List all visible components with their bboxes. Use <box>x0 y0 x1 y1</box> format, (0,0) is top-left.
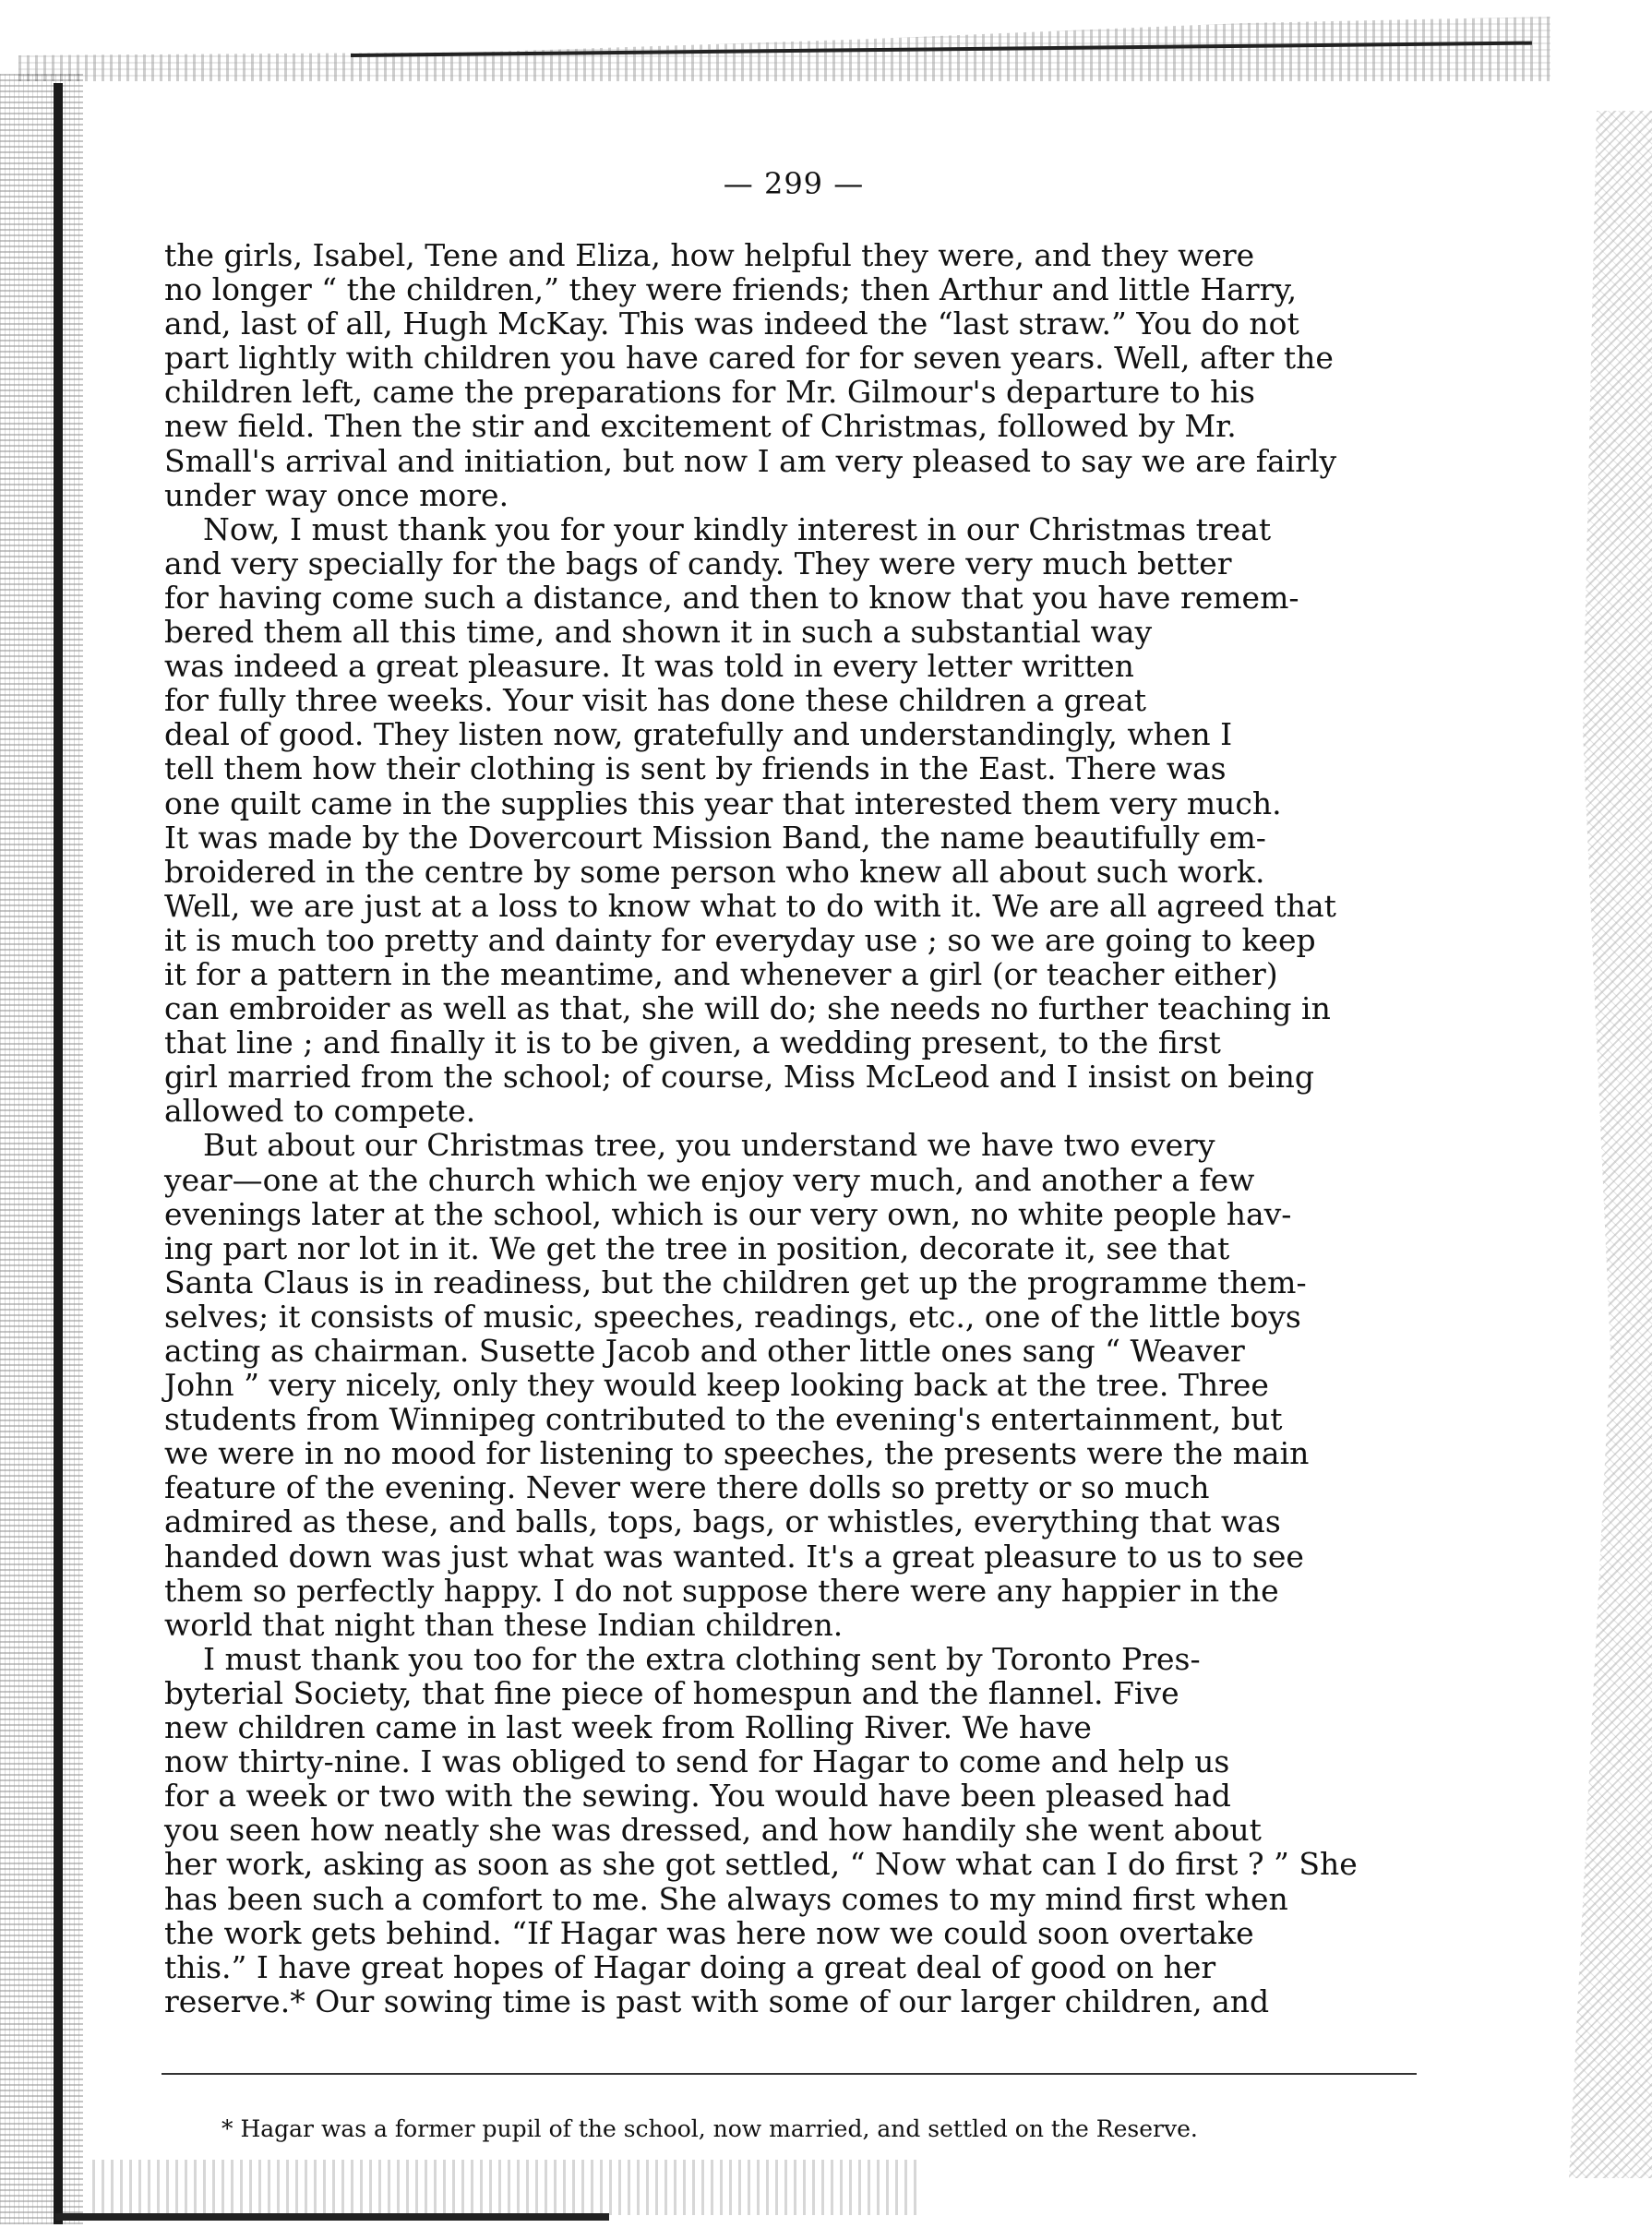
text-line: it is much too pretty and dainty for everyday use ; so we are going to keep <box>164 921 1316 958</box>
text-line: has been such a comfort to me. She always comes to my mind first when <box>164 1880 1288 1917</box>
scan-noise-left <box>0 74 83 2224</box>
text-line: reserve.* Our sowing time is past with some of our larger children, and <box>164 1982 1270 2019</box>
text-line: It was made by the Dovercourt Mission Band, the name beautifully em- <box>164 819 1266 856</box>
text-line: children left, came the preparations for Mr. Gilmour's departure to his <box>164 374 1255 411</box>
text-line: it for a pattern in the meantime, and whenever a girl (or teacher either) <box>164 955 1278 992</box>
text-line: new children came in last week from Rolling River. We have <box>164 1709 1092 1746</box>
text-line: byterial Society, that fine piece of homespun and the flannel. Five <box>164 1674 1179 1711</box>
text-line: we were in no mood for listening to speeches, the presents were the main <box>164 1435 1310 1472</box>
text-line: girl married from the school; of course, Miss McLeod and I insist on being <box>164 1059 1314 1096</box>
text-line: you seen how neatly she was dressed, and how handily she went about <box>164 1812 1262 1849</box>
text-line: now thirty-nine. I was obliged to send for Hagar to come and help us <box>164 1743 1230 1780</box>
text-line: broidered in the centre by some person who knew all about such work. <box>164 853 1265 890</box>
text-line: selves; it consists of music, speeches, readings, etc., one of the little boys <box>164 1298 1301 1335</box>
text-line: for having come such a distance, and then to know that you have remem- <box>164 579 1299 616</box>
text-line: But about our Christmas tree, you understand we have two every <box>164 1127 1215 1164</box>
text-line: bered them all this time, and shown it in such a substantial way <box>164 614 1153 651</box>
text-line: year—one at the church which we enjoy very much, and another a few <box>164 1161 1255 1198</box>
page-number: — 299 — <box>723 166 865 201</box>
text-line: John ” very nicely, only they would keep looking back at the tree. Three <box>164 1367 1269 1404</box>
text-line: this.” I have great hopes of Hagar doing a great deal of good on her <box>164 1948 1216 1985</box>
text-line: Santa Claus is in readiness, but the children get up the programme them- <box>164 1264 1307 1300</box>
body-text <box>164 238 1415 2018</box>
text-line: that line ; and finally it is to be given, a wedding present, to the first <box>164 1024 1221 1061</box>
text-line: feature of the evening. Never were there dolls so pretty or so much <box>164 1469 1210 1506</box>
text-line: I must thank you too for the extra clothing sent by Toronto Pres- <box>164 1640 1201 1677</box>
text-line: for a week or two with the sewing. You would have been pleased had <box>164 1778 1231 1815</box>
text-line: and very specially for the bags of candy. They were very much better <box>164 545 1232 581</box>
text-line: the girls, Isabel, Tene and Eliza, how helpful they were, and they were <box>164 237 1255 273</box>
text-line: Now, I must thank you for your kindly interest in our Christmas treat <box>164 510 1272 547</box>
text-line: her work, asking as soon as she got settled, “ Now what can I do first ? ” She <box>164 1846 1358 1883</box>
text-line: part lightly with children you have cared for for seven years. Well, after the <box>164 340 1334 377</box>
text-line: under way once more. <box>164 476 509 513</box>
text-line: students from Winnipeg contributed to the evening's entertainment, but <box>164 1401 1283 1438</box>
text-line: world that night than these Indian children. <box>164 1606 844 1643</box>
text-line: them so perfectly happy. I do not suppose there were any happier in the <box>164 1572 1279 1609</box>
scan-edge-bar-left <box>54 83 63 2224</box>
scan-noise-right <box>1514 111 1652 2178</box>
text-line: Well, we are just at a loss to know what to do with it. We are all agreed that <box>164 887 1336 924</box>
scan-noise-bottom <box>92 2160 923 2215</box>
text-line: allowed to compete. <box>164 1093 476 1130</box>
text-line: ing part nor lot in it. We get the tree in position, decorate it, see that <box>164 1229 1230 1266</box>
text-line: evenings later at the school, which is our very own, no white people hav- <box>164 1195 1292 1232</box>
text-line: the work gets behind. “If Hagar was here now we could soon overtake <box>164 1914 1254 1951</box>
text-line: can embroider as well as that, she will do; she needs no further teaching in <box>164 990 1331 1027</box>
text-line: one quilt came in the supplies this year that interested them very much. <box>164 785 1282 821</box>
text-line: acting as chairman. Susette Jacob and other little ones sang “ Weaver <box>164 1333 1245 1369</box>
scan-edge-bar-bottom <box>55 2213 609 2221</box>
text-line: no longer “ the children,” they were friends; then Arthur and little Harry, <box>164 271 1298 308</box>
text-line: handed down was just what was wanted. It's a great pleasure to us to see <box>164 1538 1304 1575</box>
text-line: admired as these, and balls, tops, bags, or whistles, everything that was <box>164 1503 1281 1540</box>
text-line: tell them how their clothing is sent by friends in the East. There was <box>164 750 1227 787</box>
text-line: Small's arrival and initiation, but now I am very pleased to say we are fairly <box>164 442 1337 479</box>
footnote: * Hagar was a former pupil of the school, now married, and settled on the Reserve. <box>221 2115 1198 2142</box>
text-line: and, last of all, Hugh McKay. This was indeed the “last straw.” You do not <box>164 305 1299 342</box>
text-line: deal of good. They listen now, gratefully and understandingly, when I <box>164 716 1233 753</box>
text-line: new field. Then the stir and excitement of Christmas, followed by Mr. <box>164 408 1237 445</box>
footnote-rule <box>162 2073 1417 2075</box>
text-line: was indeed a great pleasure. It was told in every letter written <box>164 648 1134 685</box>
text-line: for fully three weeks. Your visit has done these children a great <box>164 682 1147 719</box>
